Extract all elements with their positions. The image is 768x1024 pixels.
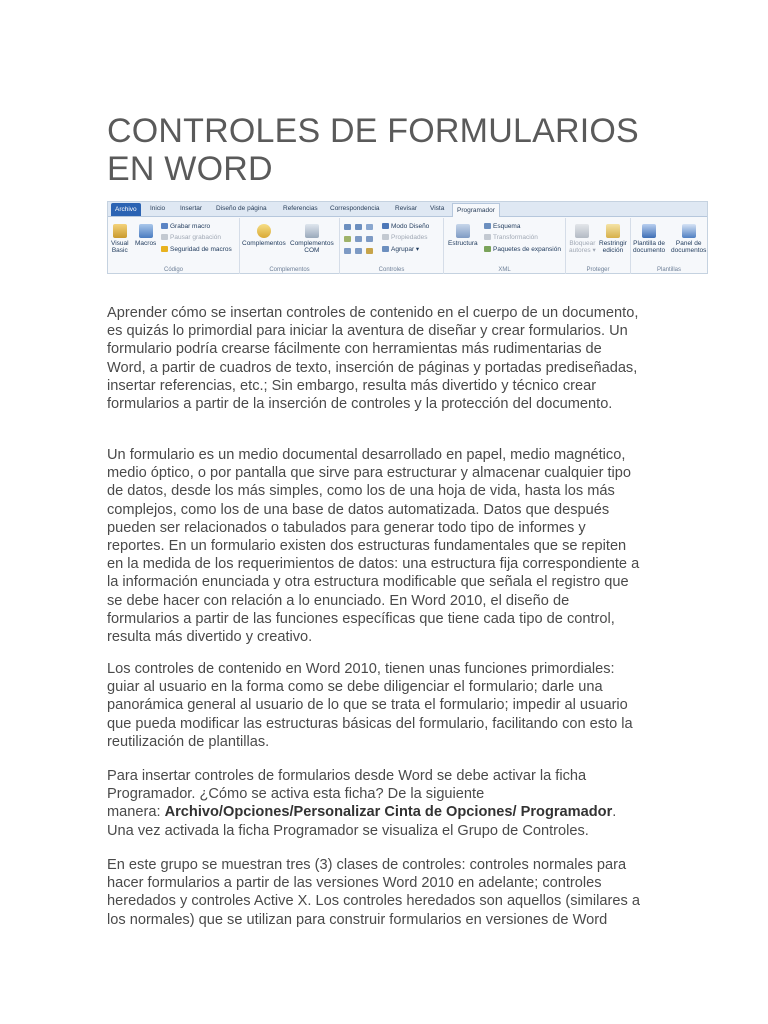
rich-text-control-icon: [344, 224, 351, 230]
restringir-edicion-button: Restringir edición: [599, 224, 627, 254]
text-line: Los controles de contenido en Word 2010, tienen unas funciones primordiales:: [107, 661, 615, 677]
text-line: Para insertar controles de formularios desde Word se debe activar la ficha: [107, 768, 587, 784]
tab-inicio: Inicio: [150, 205, 166, 212]
tab-programador: Programador: [452, 203, 500, 217]
text-line: formularios a partir de las funciones específicas que tiene cada tipo de control,: [107, 610, 615, 627]
warning-icon: [161, 246, 168, 252]
text-line: Programador. ¿Cómo se activa esta ficha? De la siguiente: [107, 786, 485, 803]
group-label-xml: XML: [498, 267, 511, 273]
tab-archivo: Archivo: [111, 203, 141, 216]
pausar-grabacion-button: Pausar grabación: [161, 234, 221, 242]
text-line: es quizás lo primordial para iniciar la aventura de diseñar y crear formularios. Un: [107, 323, 628, 340]
properties-icon: [382, 234, 389, 240]
complementos-com-button: Complementos COM: [290, 224, 334, 254]
text-line: Un formulario es un medio documental desarrollado en papel, medio magnético,: [107, 447, 626, 463]
group-label-plantillas: Plantillas: [656, 267, 681, 273]
grabar-macro-button: Grabar macro: [161, 223, 210, 231]
date-picker-icon: [344, 248, 351, 254]
group-label-controles: Controles: [378, 267, 405, 273]
expansion-pack-icon: [484, 246, 491, 252]
text-line: panorámica general al usuario de lo que se trata el formulario; impedir al usuario: [107, 697, 628, 714]
group-label-codigo: Código: [163, 267, 183, 273]
visual-basic-button: Visual Basic: [111, 224, 129, 254]
text-fragment: .: [612, 804, 617, 821]
combo-box-icon: [355, 236, 362, 242]
puzzle-icon: [257, 224, 271, 238]
schema-icon: [484, 223, 491, 229]
estructura-button: Estructura: [448, 224, 478, 247]
text-line: los normales) que se utilizan para construir formularios en versiones de Word: [107, 911, 608, 928]
text-line: hacer formularios a partir de las versiones Word 2010 en adelante; controles: [107, 875, 602, 892]
group-label-proteger: Proteger: [586, 267, 610, 273]
text-line: Aprender cómo se insertan controles de contenido en el cuerpo de un documento,: [107, 305, 639, 321]
text-line: [107, 803, 667, 821]
picture-control-icon: [366, 224, 373, 230]
macros-button: Macros: [135, 224, 156, 247]
title-line-1: CONTROLES DE FORMULARIOS: [107, 112, 639, 150]
text-line: formularios a partir de la inserción de controles y la protección del documento.: [107, 396, 613, 413]
plantilla-documento-button: Plantilla de documento: [633, 224, 665, 254]
panel-documentos-button: Panel de documentos: [671, 224, 706, 254]
agrupar-button: Agrupar ▾: [382, 246, 419, 254]
document-panel-icon: [682, 224, 696, 238]
restrict-editing-icon: [606, 224, 620, 238]
menu-path-bold: Archivo/Opciones/Personalizar Cinta de Opciones/ Programador: [164, 804, 613, 821]
text-line: medio óptico, o por pantalla que sirve para estructurar y almacenar cualquier tipo: [107, 465, 632, 482]
document-template-icon: [642, 224, 656, 238]
text-line: formulario podría crearse fácilmente con herramientas más rudimentarias de: [107, 341, 602, 358]
lock-authors-icon: [575, 224, 589, 238]
macros-icon: [139, 224, 153, 238]
tab-vista: Vista: [430, 205, 445, 212]
tab-referencias: Referencias: [283, 205, 318, 212]
text-fragment: manera:: [107, 804, 165, 821]
complementos-button: Complementos: [242, 224, 286, 247]
group-proteger: [566, 218, 631, 274]
checkbox-control-icon: [355, 248, 362, 254]
text-line: se debe hacer con relación a lo enunciado. En Word 2010, el diseño de: [107, 592, 570, 609]
text-line: reportes. En un formulario existen dos estructuras fundamentales que se repiten: [107, 538, 627, 555]
seguridad-macros-button: Seguridad de macros: [161, 246, 232, 254]
paragraph-1: [107, 304, 667, 413]
group-codigo: [108, 218, 240, 274]
text-line: insertar referencias, etc.; Sin embargo, resulta más divertido y técnico crear: [107, 377, 597, 394]
text-line: en la medida de los requerimientos de datos: una estructura fija correspondiente a: [107, 556, 640, 573]
tab-revisar: Revisar: [395, 205, 418, 212]
transform-icon: [484, 234, 491, 240]
text-line: heredados y controles Active X. Los controles heredados son aquellos (similares a: [107, 893, 640, 910]
design-mode-icon: [382, 223, 389, 229]
paragraph-3: [107, 660, 667, 751]
group-label-complementos: Complementos: [269, 267, 310, 273]
com-addin-icon: [305, 224, 319, 238]
transformacion-button: Transformación: [484, 234, 538, 242]
dropdown-list-icon: [366, 236, 373, 242]
group-icon: [382, 246, 389, 252]
text-line: guiar al usuario en la forma como se debe diligenciar el formulario; darle una: [107, 679, 603, 696]
plain-text-control-icon: [355, 224, 362, 230]
tab-diseno-pagina: Diseño de página: [216, 205, 267, 212]
tab-insertar: Insertar: [180, 205, 203, 212]
visual-basic-icon: [113, 224, 127, 238]
text-line: pueden ser relacionados o tabulados para generar todo tipo de informes y: [107, 519, 586, 536]
propiedades-button: Propiedades: [382, 234, 428, 242]
group-xml: [444, 218, 566, 274]
esquema-button: Esquema: [484, 223, 520, 231]
title-line-2: EN WORD: [107, 150, 273, 188]
ribbon-tab-bar: [108, 202, 707, 217]
group-plantillas: [631, 218, 707, 274]
modo-diseno-button: Modo Diseño: [382, 223, 429, 231]
legacy-tools-icon: [366, 248, 373, 254]
paquetes-expansion-button: Paquetes de expansión: [484, 246, 561, 254]
paragraph-2: [107, 446, 667, 646]
text-line: resulta más divertido y creativo.: [107, 629, 313, 646]
text-line: Word, a partir de cuadros de texto, inserción de páginas y portadas prediseñadas,: [107, 359, 638, 376]
ribbon-screenshot: [107, 201, 708, 274]
document-title: [107, 112, 667, 188]
text-line: reutilización de plantillas.: [107, 733, 270, 750]
tab-correspondencia: Correspondencia: [330, 205, 380, 212]
structure-icon: [456, 224, 470, 238]
record-macro-icon: [161, 223, 168, 229]
paragraph-5: [107, 856, 667, 929]
group-complementos: [240, 218, 340, 274]
text-line: que pueda modificar las estructuras básicas del formulario, facilitando con esto la: [107, 715, 633, 732]
pause-icon: [161, 234, 168, 240]
text-line: la información enunciada y otra estructura modificable que señala el registro que: [107, 574, 629, 591]
paragraph-4: [107, 767, 667, 840]
text-line: de datos, desde los más simples, como los de una hoja de vida, hasta los más: [107, 483, 615, 500]
building-block-icon: [344, 236, 351, 242]
group-controles: [340, 218, 444, 274]
bloquear-autores-button: Bloquear autores ▾: [569, 224, 596, 254]
text-line: complejos, como los de una base de datos automatizada. Datos que después: [107, 501, 610, 518]
text-line: Una vez activada la ficha Programador se visualiza el Grupo de Controles.: [107, 822, 589, 839]
text-line: En este grupo se muestran tres (3) clases de controles: controles normales para: [107, 857, 627, 873]
